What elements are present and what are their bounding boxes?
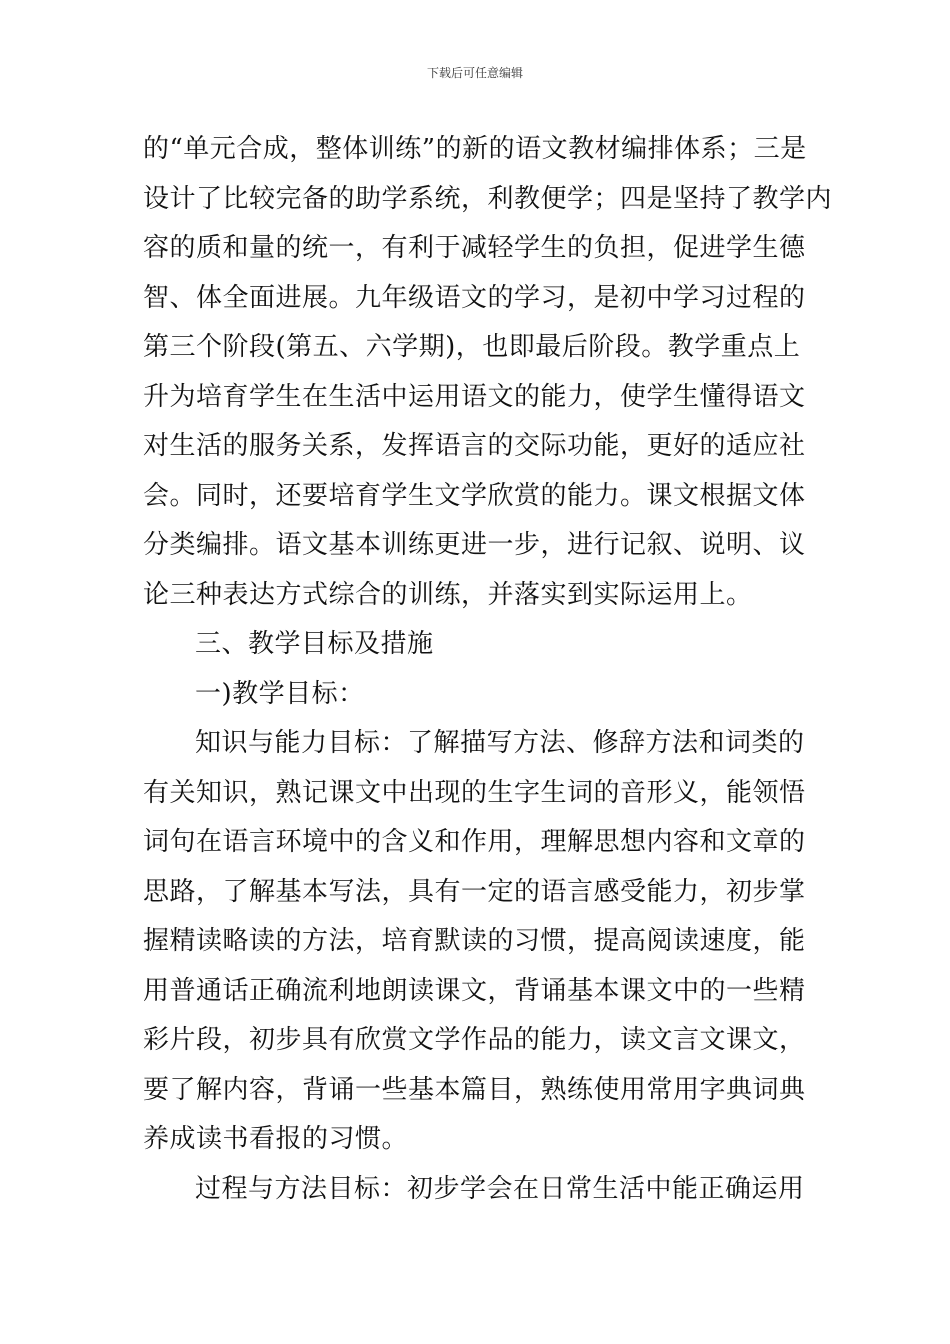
text-line: 过程与方法目标：初步学会在日常生活中能正确运用 [195, 1173, 805, 1204]
text-line: 第三个阶段(第五、六学期)，也即最后阶段。教学重点上 [143, 332, 801, 362]
text-line: 词句在语言环境中的含义和作用，理解思想内容和文章的 [143, 827, 806, 857]
text-line: 思路，了解基本写法，具有一定的语言感受能力，初步掌 [143, 876, 806, 907]
text-line: 对生活的服务关系，发挥语言的交际功能，更好的适应社 [143, 431, 806, 461]
text-line: 智、体全面进展。九年级语文的学习，是初中学习过程的 [143, 282, 806, 313]
text-line: 容的质和量的统一，有利于减轻学生的负担，促进学生德 [143, 233, 806, 263]
text-line: 升为培育学生在生活中运用语文的能力，使学生懂得语文 [143, 381, 806, 412]
text-line: 用普通话正确流利地朗读课文，背诵基本课文中的一些精 [143, 975, 806, 1006]
text-line: 的“单元合成，整体训练”的新的语文教材编排体系；三是 [143, 134, 807, 164]
text-line: 知识与能力目标：了解描写方法、修辞方法和词类的 [195, 728, 805, 758]
page-header: 下载后可任意编辑 [426, 66, 523, 80]
text-line: 要了解内容，背诵一些基本篇目，熟练使用常用字典词典 [143, 1074, 806, 1105]
subsection-heading: 一)教学目标： [195, 678, 365, 709]
text-line: 分类编排。语文基本训练更进一步，进行记叙、说明、议 [143, 530, 806, 560]
text-line: 设计了比较完备的助学系统，利教便学；四是坚持了教学内 [143, 183, 833, 214]
text-line: 有关知识，熟记课文中出现的生字生词的音形义，能领悟 [143, 777, 806, 808]
body-text [143, 125, 833, 1214]
section-heading: 三、教学目标及措施 [195, 629, 434, 659]
text-line: 养成读书看报的习惯。 [143, 1124, 409, 1154]
text-line: 彩片段，初步具有欣赏文学作品的能力，读文言文课文， [143, 1025, 806, 1055]
text-line: 会。同时，还要培育学生文学欣赏的能力。课文根据文体 [143, 480, 806, 511]
text-line: 论三种表达方式综合的训练，并落实到实际运用上。 [143, 579, 753, 610]
text-line: 握精读略读的方法，培育默读的习惯，提高阅读速度，能 [143, 926, 806, 956]
